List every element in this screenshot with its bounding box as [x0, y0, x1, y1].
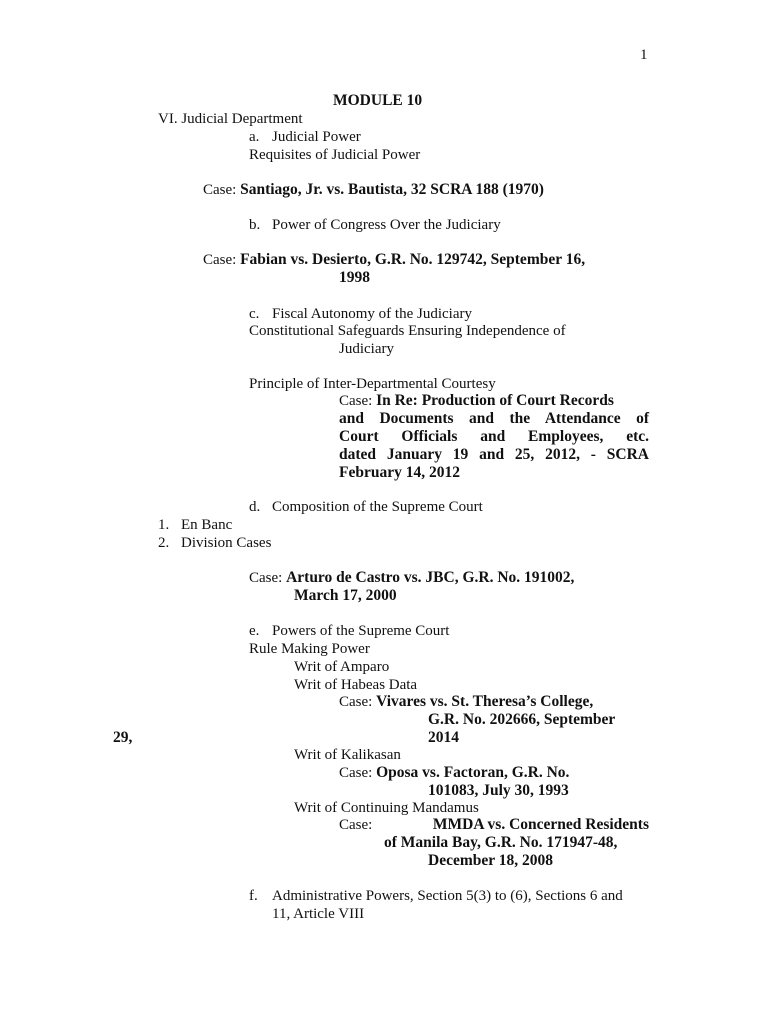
item-d-marker: d. [249, 499, 261, 515]
case-6-line2: 101083, July 30, 1993 [428, 782, 569, 799]
case-7-line3: December 18, 2008 [428, 852, 553, 869]
case-3-line5: February 14, 2012 [339, 464, 460, 481]
module-title: MODULE 10 [333, 92, 423, 109]
case-2 [203, 251, 585, 269]
list-item-1-label: En Banc [181, 517, 233, 533]
item-c-marker: c. [249, 306, 260, 322]
case-5-line3: 2014 [428, 729, 459, 746]
case-title-line1: In Re: Production of Court Records [376, 392, 614, 409]
case-prefix: Case: [339, 393, 373, 409]
case-title: Santiago, Jr. vs. Bautista, 32 SCRA 188 (1970) [240, 181, 544, 198]
case-3-line3: Court Officials and Employees, etc. [339, 428, 649, 445]
item-f-line2: 11, Article VIII [272, 906, 365, 922]
case-title-line1: Fabian vs. Desierto, G.R. No. 129742, September 16, [240, 251, 586, 268]
case-prefix: Case: [339, 817, 373, 833]
case-4 [249, 569, 574, 587]
list-item-1-marker: 1. [158, 517, 170, 533]
case-prefix: Case: [203, 182, 237, 198]
writ-amparo: Writ of Amparo [294, 659, 390, 675]
page-number: 1 [640, 47, 648, 63]
case-7-line2: of Manila Bay, G.R. No. 171947-48, [384, 834, 618, 851]
list-item-2-label: Division Cases [181, 535, 272, 551]
case-prefix: Case: [203, 252, 237, 268]
item-c-sub1: Constitutional Safeguards Ensuring Independence of [249, 323, 566, 339]
case-prefix: Case: [339, 765, 373, 781]
item-f-marker: f. [249, 888, 258, 904]
item-f-line1: Administrative Powers, Section 5(3) to (6), Sections 6 and [272, 888, 623, 904]
case-5-line1 [339, 693, 593, 711]
case-5-line2: G.R. No. 202666, September [428, 711, 616, 728]
writ-continuing-mandamus: Writ of Continuing Mandamus [294, 800, 479, 816]
item-c-sub1-cont: Judiciary [339, 341, 394, 357]
item-e-sub: Rule Making Power [249, 641, 370, 657]
case-title-line1: MMDA vs. Concerned Residents [432, 816, 649, 833]
item-a-sub: Requisites of Judicial Power [249, 147, 421, 163]
list-item-2-marker: 2. [158, 535, 170, 551]
case-prefix: Case: [339, 694, 373, 710]
item-e-label: Powers of the Supreme Court [272, 623, 450, 639]
item-e-marker: e. [249, 623, 260, 639]
case-title-line1: Oposa vs. Factoran, G.R. No. [376, 764, 570, 781]
case-3-line2: and Documents and the Attendance of [339, 410, 649, 427]
case-title-line1: Arturo de Castro vs. JBC, G.R. No. 191002, [286, 569, 575, 586]
item-d-label: Composition of the Supreme Court [272, 499, 483, 515]
case-7-line1 [339, 816, 649, 834]
case-3-line4: dated January 19 and 25, 2012, - SCRA [339, 446, 649, 463]
item-b-label: Power of Congress Over the Judiciary [272, 217, 501, 233]
case-3-line1 [339, 392, 614, 410]
section-heading: VI. Judicial Department [158, 111, 303, 127]
case-prefix: Case: [249, 570, 283, 586]
case-5-stray: 29, [113, 729, 133, 746]
item-b-marker: b. [249, 217, 261, 233]
writ-kalikasan: Writ of Kalikasan [294, 747, 401, 763]
item-a-label: Judicial Power [272, 129, 361, 145]
case-2-line2: 1998 [339, 269, 370, 286]
item-a-marker: a. [249, 129, 260, 145]
item-c-label: Fiscal Autonomy of the Judiciary [272, 306, 472, 322]
case-4-line2: March 17, 2000 [294, 587, 397, 604]
item-c-sub2: Principle of Inter-Departmental Courtesy [249, 376, 496, 392]
case-title-line1: Vivares vs. St. Theresa’s College, [376, 693, 594, 710]
writ-habeas-data: Writ of Habeas Data [294, 677, 418, 693]
case-6-line1 [339, 764, 569, 782]
case-1 [203, 181, 544, 199]
